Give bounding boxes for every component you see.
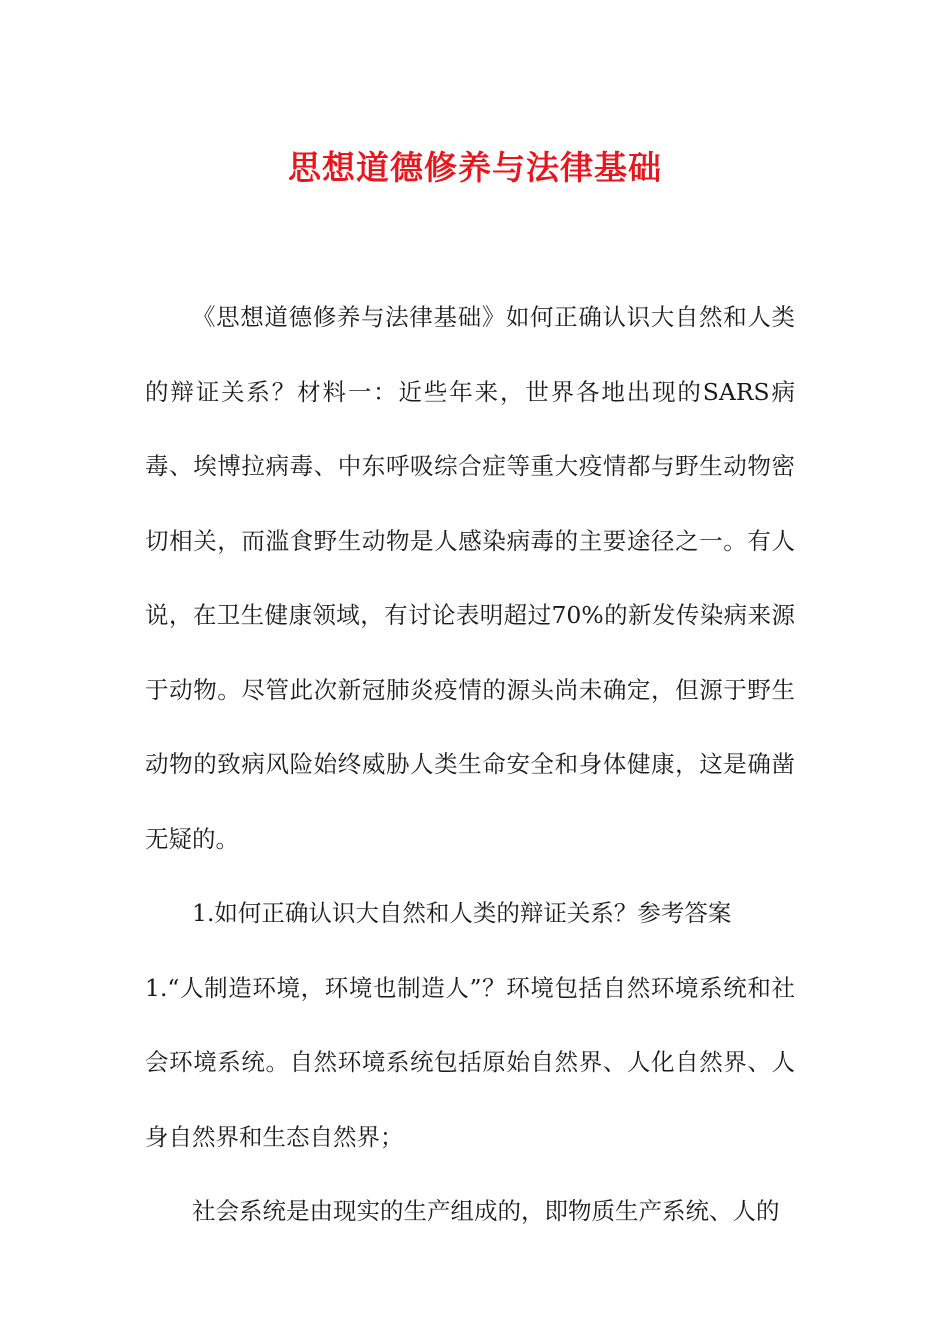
paragraph-answer: 1.“人制造环境，环境也制造人”？环境包括自然环境系统和社会环境系统。自然环境系统包括原始自然界、人化自然界、人身自然界和生态自然界； — [145, 973, 795, 1151]
paragraph-social-system: 社会系统是由现实的生产组成的，即物质生产系统、人的 — [192, 1197, 780, 1225]
document-body — [145, 280, 795, 1249]
document-title: 思想道德修养与法律基础 — [288, 148, 662, 187]
paragraph-material: 《思想道德修养与法律基础》如何正确认识大自然和人类的辩证关系？材料一：近些年来，世界各地出现的SARS病毒、埃博拉病毒、中东呼吸综合症等重大疫情都与野生动物密切相关，而滥食野生动物是人感染病毒的主要途径之一。有人说，在卫生健康领域，有讨论表明超过70%的新发传染病来源于动物。尽管此次新冠肺炎疫情的源头尚未确定，但源于野生动物的致病风险始终威胁人类生命安全和身体健康，这是确凿无疑的。 — [145, 303, 795, 853]
paragraph-question: 1.如何正确认识大自然和人类的辩证关系？参考答案 — [192, 899, 732, 927]
